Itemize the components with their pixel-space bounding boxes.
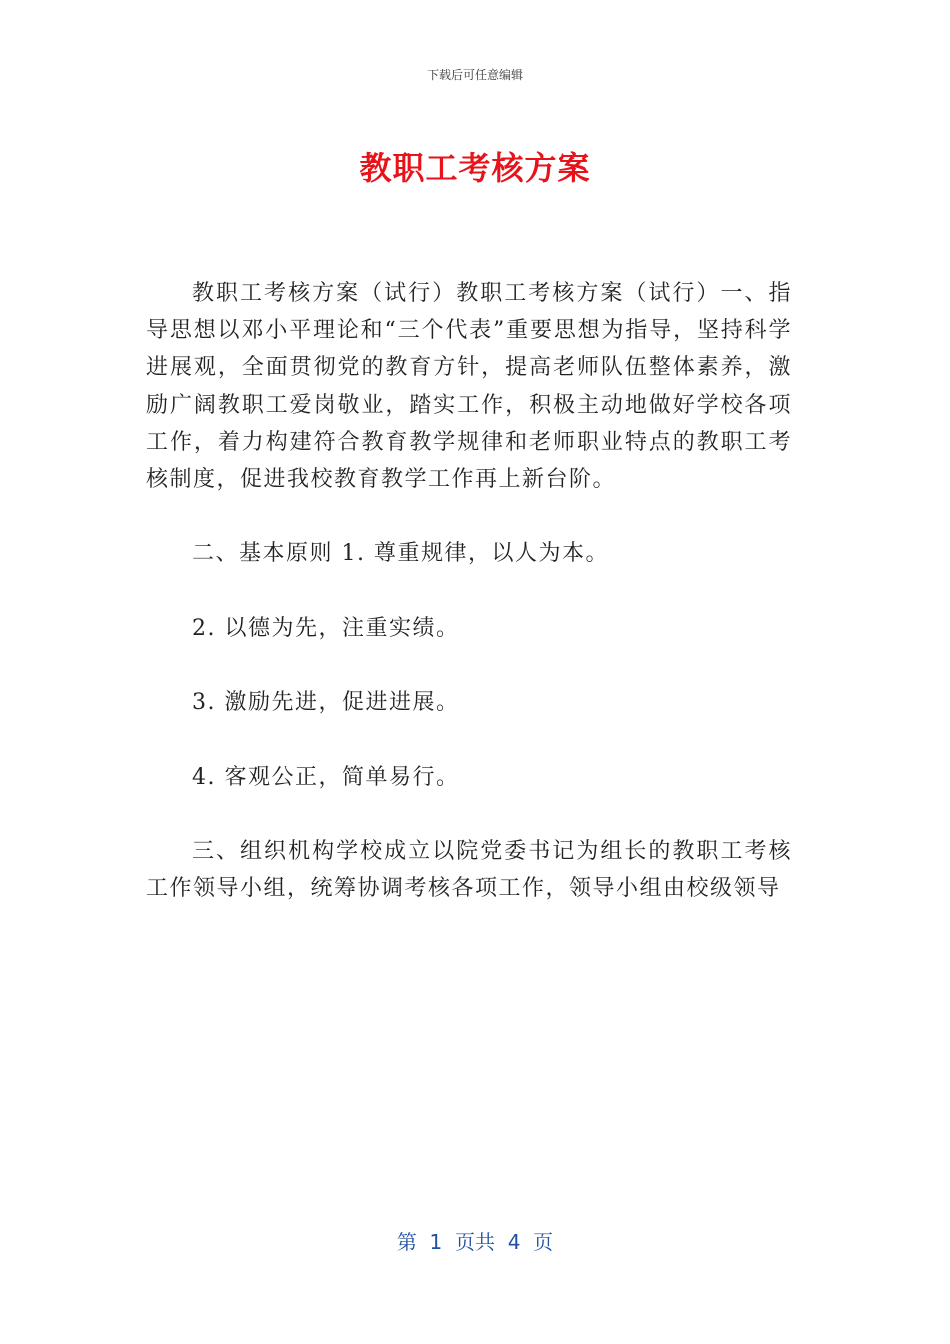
header-note: 下载后可任意编辑 xyxy=(426,68,523,82)
paragraph-principle-4: 4. 客观公正，简单易行。 xyxy=(192,764,460,790)
page-number-footer: 第 1 页共 4 页 xyxy=(396,1230,554,1254)
paragraph-principle-3: 3. 激励先进，促进进展。 xyxy=(192,690,460,716)
document-body xyxy=(146,275,792,907)
paragraph-organization: 三、组织机构学校成立以院党委书记为组长的教职工考核工作领导小组，统筹协调考核各项工作，领导小组由校级领导 xyxy=(146,838,792,902)
paragraph-guiding-ideology: 教职工考核方案（试行）教职工考核方案（试行）一、指导思想以邓小平理论和“三个代表”重要思想为指导，坚持科学进展观，全面贯彻党的教育方针，提高老师队伍整体素养，激励广阔教职工爱岗敬业，踏实工作，积极主动地做好学校各项工作，着力构建符合教育教学规律和老师职业特点的教职工考核制度，促进我校教育教学工作再上新台阶。 xyxy=(146,281,792,493)
document-title: 教职工考核方案 xyxy=(359,149,591,187)
paragraph-principle-2: 2. 以德为先，注重实绩。 xyxy=(192,615,460,641)
paragraph-basic-principles: 二、基本原则 1. 尊重规律，以人为本。 xyxy=(192,541,609,567)
